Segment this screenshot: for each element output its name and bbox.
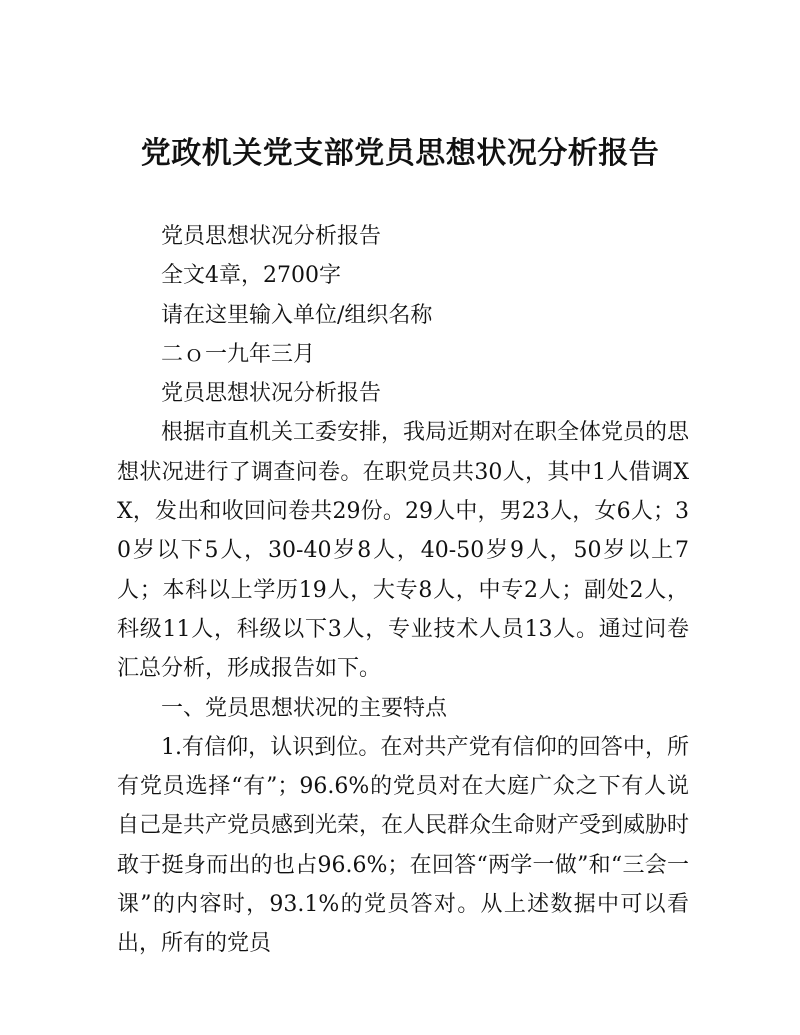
date-paragraph: 二ｏ一九年三月	[161, 341, 316, 367]
point-one-paragraph: 1.有信仰，认识到位。在对共产党有信仰的回答中，所有党员选择“有”；96.6%的党员对在大庭广众之下有人说自己是共产党员感到光荣，在人民群众生命财产受到威胁时敢于挺身而出的也占96.6%；在回答“两学一做”和“三会一课”的内容时，93.1%的党员答对。从上述数据中可以看出，所有的党员	[117, 734, 690, 957]
organization-placeholder-paragraph: 请在这里输入单位/组织名称	[161, 302, 433, 328]
document-body	[117, 217, 689, 964]
document-title: 党政机关党支部党员思想状况分析报告	[140, 136, 660, 171]
word-count-paragraph: 全文4章，2700字	[161, 263, 341, 289]
report-heading-paragraph: 党员思想状况分析报告	[161, 381, 382, 407]
section-heading-paragraph: 一、党员思想状况的主要特点	[161, 695, 448, 721]
intro-paragraph: 根据市直机关工委安排，我局近期对在职全体党员的思想状况进行了调查问卷。在职党员共30人，其中1人借调XX，发出和收回问卷共29份。29人中，男23人，女6人；30岁以下5人，30-40岁8人，40-50岁9人，50岁以上7人；本科以上学历19人，大专8人，中专2人；副处2人，科级11人，科级以下3人，专业技术人员13人。通过问卷汇总分析，形成报告如下。	[117, 420, 690, 682]
subtitle-paragraph: 党员思想状况分析报告	[161, 224, 382, 249]
